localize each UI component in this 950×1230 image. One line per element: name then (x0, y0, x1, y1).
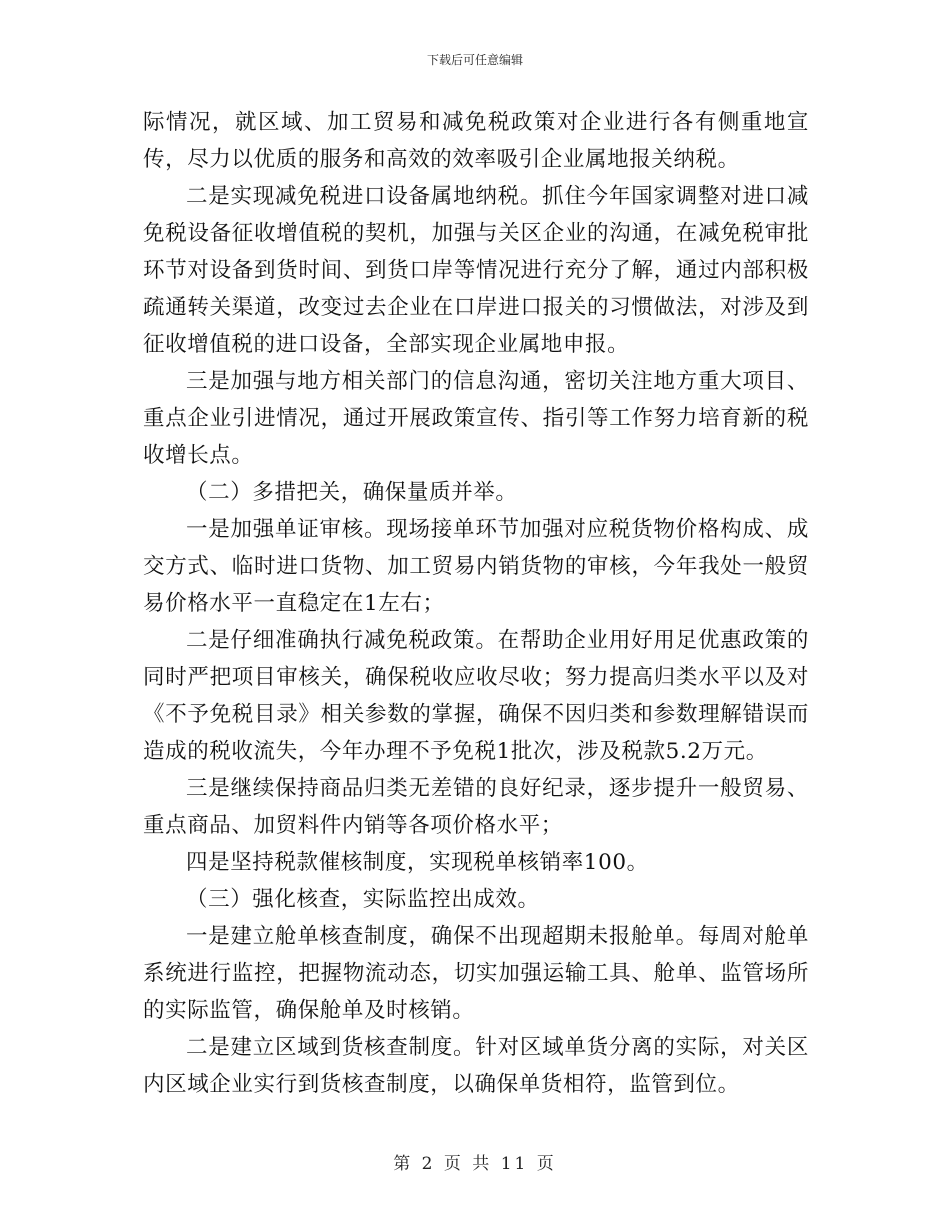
paragraph-arrival-check: 二是建立区域到货核查制度。针对区域单货分离的实际，对关区内区域企业实行到货核查制度，以确保单货相符，监管到位。 (143, 1035, 809, 1097)
paragraph-classification: 三是继续保持商品归类无差错的良好纪录，逐步提升一般贸易、重点商品、加贸料件内销等各项价格水平； (143, 776, 809, 838)
paragraph-document-review: 一是加强单证审核。现场接单环节加强对应税货物价格构成、成交方式、临时进口货物、加工贸易内销货物的审核，今年我处一般贸易价格水平一直稳定在1左右； (143, 517, 809, 616)
paragraph-tax-policy: 二是仔细准确执行减免税政策。在帮助企业用好用足优惠政策的同时严把项目审核关，确保税收应收尽收；努力提高归类水平以及对《不予免税目录》相关参数的掌握，确保不因归类和参数理解错误而造成的税收流失，今年办理不予免税1批次，涉及税款5.2万元。 (143, 628, 809, 764)
paragraph-manifest-check: 一是建立舱单核查制度，确保不出现超期未报舱单。每周对舱单系统进行监控，把握物流动态，切实加强运输工具、舱单、监管场所的实际监管，确保舱单及时核销。 (143, 924, 809, 1023)
page-header: 下载后可任意编辑 (426, 53, 523, 67)
page-footer: 第 2 页 共 11 页 (393, 1154, 557, 1174)
section-heading-3: （三）强化核查，实际监控出成效。 (186, 887, 540, 912)
paragraph-continuation: 际情况，就区域、加工贸易和减免税政策对企业进行各有侧重地宣传，尽力以优质的服务和高效的效率吸引企业属地报关纳税。 (143, 110, 809, 172)
section-heading-2: （二）多措把关，确保量质并举。 (186, 480, 518, 505)
paragraph-info-communication: 三是加强与地方相关部门的信息沟通，密切关注地方重大项目、重点企业引进情况，通过开展政策宣传、指引等工作努力培育新的税收增长点。 (143, 369, 809, 468)
document-body (143, 104, 809, 1103)
paragraph-tax-verification: 四是坚持税款催核制度，实现税单核销率100。 (186, 850, 649, 875)
paragraph-tax-equipment: 二是实现减免税进口设备属地纳税。抓住今年国家调整对进口减免税设备征收增值税的契机，加强与关区企业的沟通，在减免税审批环节对设备到货时间、到货口岸等情况进行充分了解，通过内部积极疏通转关渠道，改变过去企业在口岸进口报关的习惯做法，对涉及到征收增值税的进口设备，全部实现企业属地申报。 (143, 184, 809, 357)
